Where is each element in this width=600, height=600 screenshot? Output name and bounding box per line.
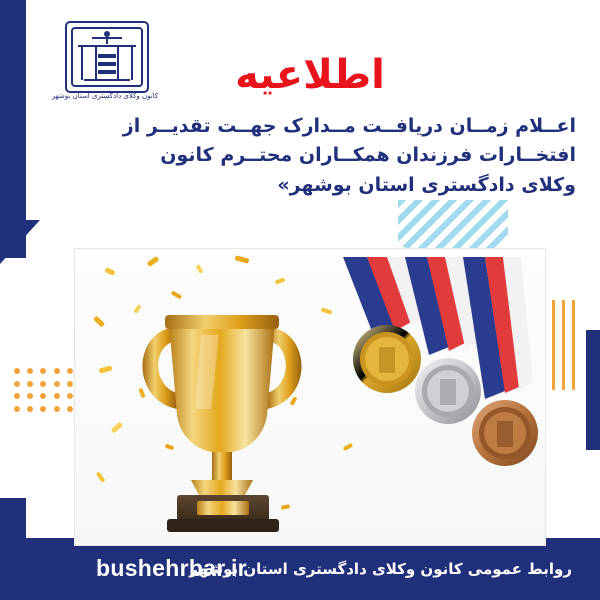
bronze-medal <box>472 400 538 466</box>
gold-medal <box>353 325 421 393</box>
left-corner-triangle <box>0 220 40 264</box>
bottom-left-blue-accent <box>0 498 26 538</box>
page-title: اطلاعیه <box>235 52 385 98</box>
scallop-decoration <box>398 200 508 248</box>
orange-dots-decoration <box>14 368 76 414</box>
footer-credit: روابط عمومی کانون وکلای دادگستری استان بوشهر <box>189 560 572 578</box>
right-blue-bar <box>586 330 600 450</box>
website-url[interactable]: bushehrbar.ir <box>96 555 247 581</box>
award-photo <box>74 248 546 546</box>
trophy-graphic <box>115 289 330 534</box>
silver-medal <box>415 358 481 424</box>
subheadline-text: اعــلام زمــان دریافــت مــدارک جهــت تقدیــر از افتخــارات فرزندان همکــاران محتــرم کانون وکلای دادگستری استان بوشهر» <box>122 115 576 196</box>
right-hatch-decoration <box>542 300 582 390</box>
medals-graphic <box>309 251 539 541</box>
logo-caption: کانون وکلای دادگستری استان بوشهر <box>51 92 159 100</box>
